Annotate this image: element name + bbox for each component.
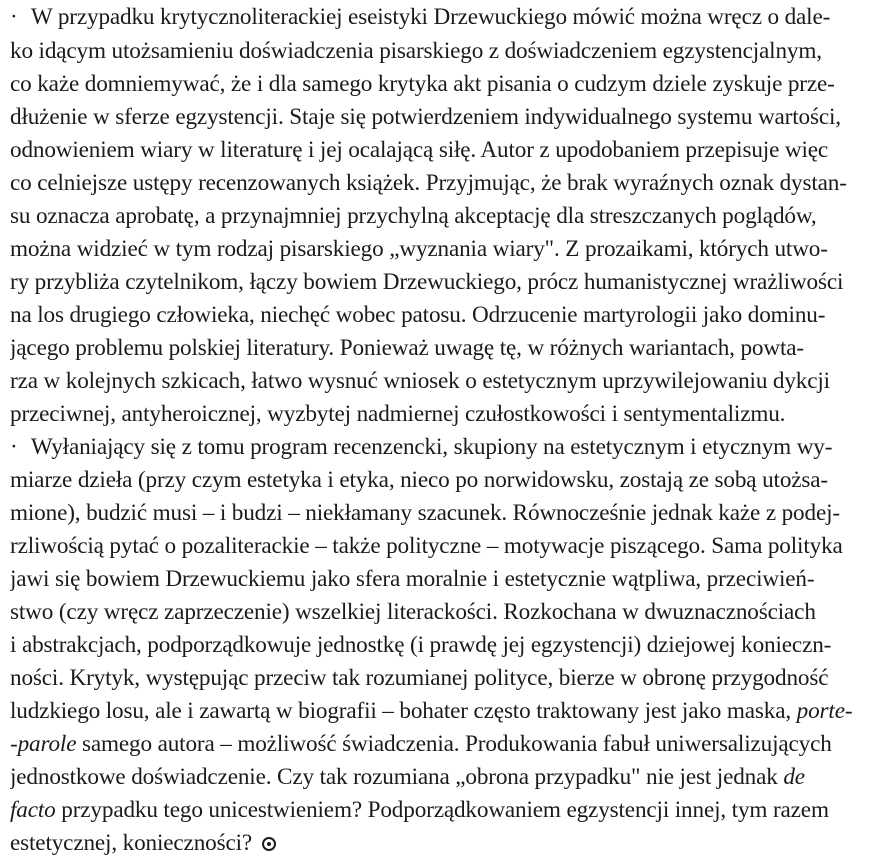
text-span: można widzieć w tym rodzaj pisarskiego „wyznania wiary". Z prozaikami, których utwo- bbox=[10, 236, 828, 262]
italic-text: porte- bbox=[796, 698, 853, 724]
text-span: dłużenie w sferze egzystencji. Staje się potwierdzeniem indywidualnego systemu wartości, bbox=[10, 104, 841, 130]
text-line bbox=[10, 397, 872, 431]
bullet: · bbox=[10, 434, 18, 460]
text-span: su oznacza aprobatę, a przynajmniej przychylną akceptację dla streszczanych poglądów, bbox=[10, 203, 817, 229]
text-line bbox=[10, 595, 872, 629]
text-line bbox=[10, 133, 872, 167]
text-span: stwo (czy wręcz zaprzeczenie) wszelkiej literackości. Rozkochana w dwuznacznościach bbox=[10, 599, 816, 625]
text-line bbox=[10, 727, 872, 761]
text-line bbox=[10, 166, 872, 200]
text-span: W przypadku krytycznoliterackiej eseistyki Drzewuckiego mówić można wręcz o dale- bbox=[30, 4, 831, 30]
text-span: przypadku tego unicestwieniem? Podporządkowaniem egzystencji innej, tym razem bbox=[55, 797, 829, 823]
text-span: i abstrakcjach, podporządkowuje jednostkę (i prawdę jej egzystencji) dziejowej konieczn- bbox=[10, 632, 832, 658]
text-span: jącego problemu polskiej literatury. Ponieważ uwagę tę, w różnych wariantach, powta- bbox=[10, 335, 804, 361]
text-span: estetycznej, konieczności? bbox=[10, 830, 253, 856]
text-line bbox=[10, 232, 872, 266]
text-span: jednostkowe doświadczenie. Czy tak rozumiana „obrona przypadku" nie jest jednak bbox=[10, 764, 778, 790]
text-span: ludzkiego losu, ale i zawartą w biografii – bohater często traktowany jest jako maska, bbox=[10, 698, 792, 724]
text-line bbox=[10, 661, 872, 695]
text-span: ry przybliża czytelnikom, łączy bowiem Drzewuckiego, prócz humanistycznej wrażliwości bbox=[10, 269, 844, 295]
italic-text: facto bbox=[10, 797, 56, 823]
text-line bbox=[10, 562, 872, 596]
text-span: ko idącym utożsamieniu doświadczenia pisarskiego z doświadczeniem egzystencjalnym, bbox=[10, 38, 822, 64]
text-span: rzliwością pytać o pozaliterackie – także polityczne – motywacje piszącego. Sama polityka bbox=[10, 533, 843, 559]
text-span: jawi się bowiem Drzewuckiemu jako sfera moralnie i estetycznie wątpliwa, przeciwień- bbox=[10, 566, 815, 592]
text-span: co każe domniemywać, że i dla samego krytyka akt pisania o cudzym dziele zyskuje prze- bbox=[10, 71, 835, 97]
text-span: ności. Krytyk, występując przeciw tak rozumianej polityce, bierze w obronę przygodność bbox=[10, 665, 829, 691]
text-span: co celniejsze ustępy recenzowanych książek. Przyjmując, że brak wyraźnych oznak dystan- bbox=[10, 170, 847, 196]
text-span: na los drugiego człowieka, niechęć wobec patosu. Odrzucenie martyrologii jako dominu- bbox=[10, 302, 826, 328]
text-line bbox=[10, 331, 872, 365]
text-line bbox=[10, 430, 872, 464]
text-span: Wyłaniający się z tomu program recenzencki, skupiony na estetycznym i etycznym wy- bbox=[30, 434, 833, 460]
text-line bbox=[10, 463, 872, 497]
text-span: odnowieniem wiary w literaturę i jej ocalającą siłę. Autor z upodobaniem przepisuje więc bbox=[10, 137, 829, 163]
text-span: mione), budzić musi – i budzi – niekłamany szacunek. Równocześnie jednak każe z podej- bbox=[10, 500, 840, 526]
text-line bbox=[10, 67, 872, 101]
italic-text: de bbox=[783, 764, 805, 790]
text-line bbox=[10, 298, 872, 332]
text-line bbox=[10, 760, 872, 794]
text-span: przeciwnej, antyheroicznej, wyzbytej nadmiernej czułostkowości i sentymentalizmu. bbox=[10, 401, 786, 427]
text-span: rza w kolejnych szkicach, łatwo wysnuć wniosek o estetycznym uprzywilejowaniu dykcji bbox=[10, 368, 830, 394]
text-line bbox=[10, 265, 872, 299]
text-span: samego autora – możliwość świadczenia. Produkowania fabuł uniwersalizujących bbox=[76, 731, 832, 757]
text-line bbox=[10, 529, 872, 563]
text-line bbox=[10, 826, 872, 860]
end-of-text-circle-icon bbox=[262, 837, 276, 851]
text-line bbox=[10, 199, 872, 233]
text-line bbox=[10, 628, 872, 662]
text-line bbox=[10, 100, 872, 134]
text-line bbox=[10, 694, 872, 728]
bullet: · bbox=[10, 4, 18, 30]
text-line bbox=[10, 34, 872, 68]
text-line bbox=[10, 0, 872, 34]
italic-text: -parole bbox=[10, 731, 77, 757]
text-line bbox=[10, 793, 872, 827]
text-line bbox=[10, 364, 872, 398]
text-line bbox=[10, 496, 872, 530]
text-span: miarze dzieła (przy czym estetyka i etyka, nieco po norwidowsku, zostają ze sobą utożsa- bbox=[10, 467, 829, 493]
